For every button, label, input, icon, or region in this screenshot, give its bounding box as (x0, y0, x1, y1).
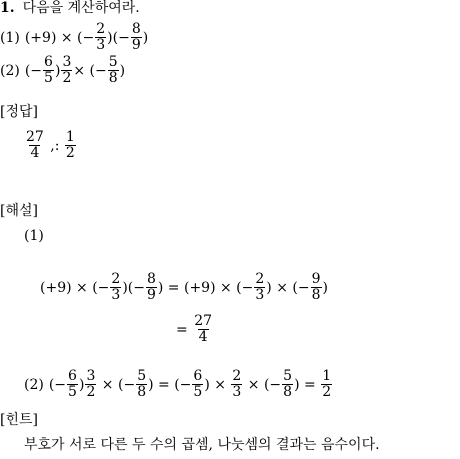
fraction (65, 130, 76, 161)
numerator: 2 (232, 368, 242, 384)
hint-text: 부호가 서로 다른 두 수의 곱셈, 나눗셈의 결과는 음수이다. (24, 437, 380, 453)
numerator: 2 (96, 21, 106, 37)
expr-text: × (− (73, 62, 107, 79)
numerator: 3 (62, 54, 72, 70)
fraction (25, 130, 45, 161)
expr-text: ) = (294, 376, 321, 393)
numerator: 1 (322, 368, 332, 384)
expr-text: )(− (107, 29, 130, 46)
answer-heading (0, 104, 38, 120)
denominator: 8 (108, 70, 118, 86)
numerator: 6 (68, 368, 77, 384)
problem-header (0, 0, 140, 16)
expr-text: = (176, 321, 193, 338)
hint-heading (0, 412, 38, 428)
denominator: 2 (86, 384, 96, 400)
hint-text-line (24, 437, 380, 453)
problem-part-2 (0, 55, 125, 86)
numerator: 2 (255, 271, 265, 287)
expr-text: ) (78, 376, 85, 393)
expr-text: (+9) × (− (24, 29, 95, 46)
hint-label: [힌트] (0, 412, 38, 428)
solution-label: [해설] (0, 203, 38, 219)
denominator: 4 (30, 145, 40, 161)
fraction (192, 369, 203, 400)
denominator: 2 (62, 70, 72, 86)
fraction (110, 272, 121, 303)
numerator: 27 (26, 129, 44, 145)
expr-text: )(− (122, 279, 145, 296)
numerator: 6 (193, 368, 203, 384)
denominator: 9 (131, 37, 141, 53)
expr-text: ) (54, 62, 61, 79)
numerator: 8 (131, 21, 141, 37)
expr-text: ) (142, 29, 149, 46)
fraction (193, 314, 213, 345)
fraction (61, 55, 72, 86)
problem-instruction: 다음을 계산하여라. (22, 0, 140, 16)
answer-line (24, 130, 77, 161)
solution-part-1-label (24, 228, 44, 244)
fraction (146, 272, 157, 303)
denominator: 5 (193, 384, 203, 400)
expr-text: × (− (97, 376, 136, 393)
fraction (108, 55, 119, 86)
part-label: (1) (0, 29, 20, 46)
solution-heading (0, 203, 38, 219)
denominator: 8 (283, 384, 293, 400)
solution-equation-2 (176, 314, 214, 345)
solution-part-2 (24, 369, 333, 400)
answer-label: [정답] (0, 104, 38, 120)
expr-text: ) = (+9) × (− (157, 279, 254, 296)
expr-text: (+9) × (− (40, 279, 110, 296)
denominator: 9 (146, 287, 156, 303)
problem-part-1 (0, 22, 148, 53)
denominator: 2 (65, 145, 75, 161)
numerator: 8 (146, 271, 156, 287)
part-label: (2) (24, 376, 44, 393)
fraction (131, 22, 142, 53)
denominator: 3 (111, 287, 121, 303)
denominator: 4 (198, 329, 208, 345)
fraction (95, 22, 106, 53)
fraction (321, 369, 332, 400)
expr-text: ) (322, 279, 328, 296)
fraction (136, 369, 147, 400)
denominator: 3 (255, 287, 265, 303)
expr-text: × (− (243, 376, 282, 393)
denominator: 8 (137, 384, 147, 400)
numerator: 1 (65, 129, 75, 145)
fraction (282, 369, 293, 400)
solution-equation-1 (40, 272, 328, 303)
denominator: 5 (44, 70, 53, 86)
part-label: (1) (24, 228, 44, 244)
problem-number: 1. (0, 0, 15, 16)
numerator: 9 (311, 271, 321, 287)
denominator: 5 (68, 384, 77, 400)
numerator: 27 (194, 313, 213, 329)
denominator: 2 (322, 384, 332, 400)
numerator: 3 (86, 368, 96, 384)
fraction (43, 55, 54, 86)
numerator: 5 (108, 54, 118, 70)
fraction (231, 369, 242, 400)
expr-text: ) (119, 62, 126, 79)
expr-text: ) × (− (266, 279, 310, 296)
fraction (254, 272, 265, 303)
denominator: 8 (311, 287, 321, 303)
fraction (311, 272, 322, 303)
fraction (85, 369, 96, 400)
answer-separator: ,: (45, 137, 64, 154)
denominator: 3 (232, 384, 242, 400)
numerator: 5 (283, 368, 293, 384)
expr-text: ) = (− (148, 376, 192, 393)
denominator: 3 (96, 37, 106, 53)
expr-text: ) × (204, 376, 231, 393)
expr-text: (− (24, 62, 43, 79)
numerator: 2 (111, 271, 121, 287)
part-label: (2) (0, 62, 20, 79)
fraction (67, 369, 78, 400)
numerator: 5 (137, 368, 147, 384)
numerator: 6 (44, 54, 53, 70)
expr-text: (− (48, 376, 67, 393)
